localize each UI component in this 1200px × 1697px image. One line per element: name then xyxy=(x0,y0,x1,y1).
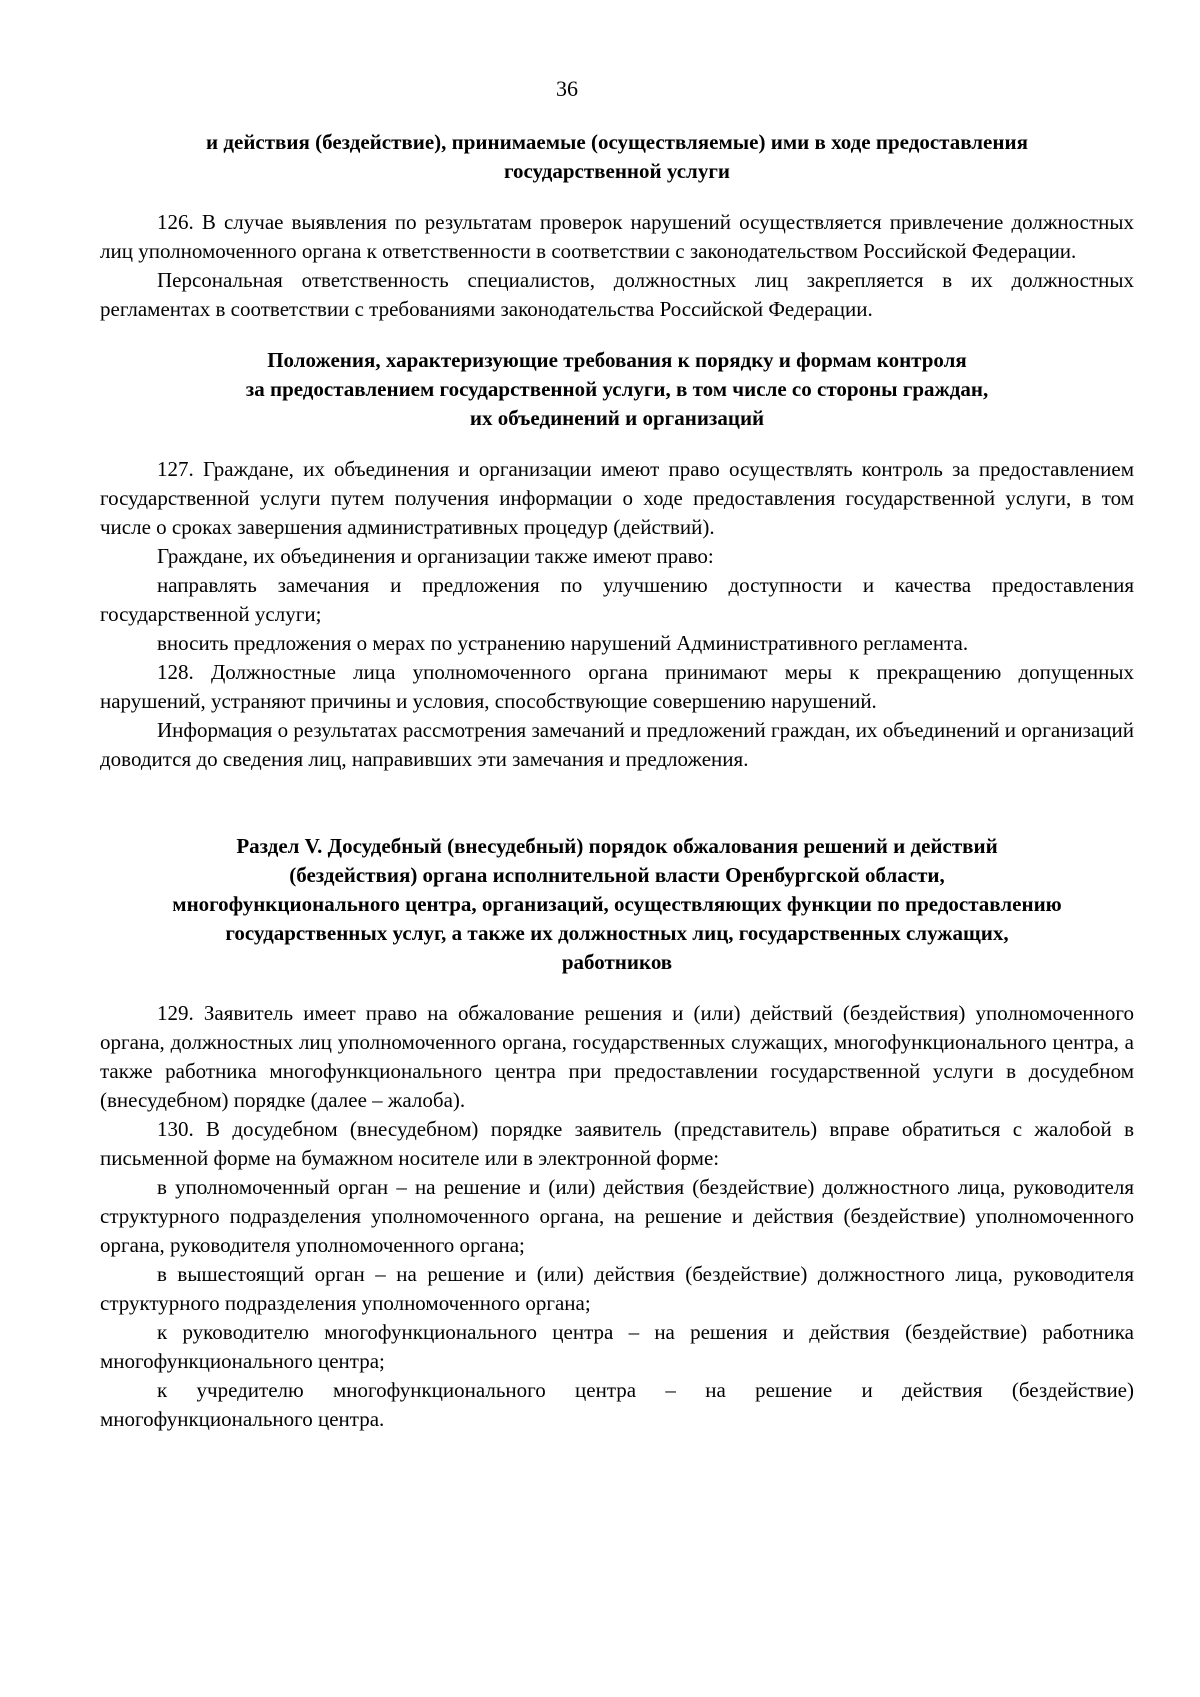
section-heading-control xyxy=(100,346,1134,433)
heading-line: многофункционального центра, организаций, осуществляющих функции по предоставлению xyxy=(172,892,1062,916)
paragraph: Персональная ответственность специалистов, должностных лиц закрепляется в их должностных регламентах в соответствии с требованиями законодательства Российской Федерации. xyxy=(100,268,1134,321)
paragraph: в уполномоченный орган – на решение и (или) действия (бездействие) должностного лица, руководителя структурного подразделения уполномоченного органа, на решение и действия (бездействие) уполномоченного органа, руководителя уполномоченного органа; xyxy=(100,1175,1134,1257)
paragraph: к учредителю многофункционального центра – на решение и действия (бездействие) многофункционального центра. xyxy=(100,1378,1134,1431)
paragraph-126: 126. В случае выявления по результатам проверок нарушений осуществляется привлечение должностных лиц уполномоченного органа к ответственности в соответствии с законодательством Российской Федерации. xyxy=(100,210,1134,263)
heading-line: их объединений и организаций xyxy=(469,406,765,430)
heading-line: Положения, характеризующие требования к порядку и формам контроля xyxy=(267,348,967,372)
paragraph-128: 128. Должностные лица уполномоченного органа принимают меры к прекращению допущенных нарушений, устраняют причины и условия, способствующие совершению нарушений. xyxy=(100,660,1134,713)
paragraph-129: 129. Заявитель имеет право на обжалование решения и (или) действий (бездействия) уполномоченного органа, должностных лиц уполномоченного органа, государственных служащих, многофункционального центра, а также работника многофункционального центра при предоставлении государственной услуги в досудебном (внесудебном) порядке (далее – жалоба). xyxy=(100,1001,1134,1112)
paragraph: в вышестоящий орган – на решение и (или) действия (бездействие) должностного лица, руководителя структурного подразделения уполномоченного органа; xyxy=(100,1262,1134,1315)
paragraph: к руководителю многофункционального центра – на решения и действия (бездействие) работника многофункционального центра; xyxy=(100,1320,1134,1373)
paragraph: Информация о результатах рассмотрения замечаний и предложений граждан, их объединений и организаций доводится до сведения лиц, направивших эти замечания и предложения. xyxy=(100,718,1134,771)
section-heading-responsibility xyxy=(100,128,1134,186)
paragraph-130: 130. В досудебном (внесудебном) порядке заявитель (представитель) вправе обратиться с жалобой в письменной форме на бумажном носителе или в электронной форме: xyxy=(100,1117,1134,1170)
heading-line: и действия (бездействие), принимаемые (осуществляемые) ими в ходе предоставления xyxy=(206,130,1028,154)
heading-line: Раздел V. Досудебный (внесудебный) порядок обжалования решений и действий xyxy=(236,834,998,858)
section-heading-appeal xyxy=(100,832,1134,977)
paragraph: Граждане, их объединения и организации также имеют право: xyxy=(157,544,714,568)
heading-line: государственных услуг, а также их должностных лиц, государственных служащих, xyxy=(225,921,1009,945)
page-number: 36 xyxy=(556,76,578,101)
paragraph: направлять замечания и предложения по улучшению доступности и качества предоставления государственной услуги; xyxy=(100,573,1134,626)
heading-line: работников xyxy=(561,950,673,974)
heading-line: за предоставлением государственной услуги, в том числе со стороны граждан, xyxy=(245,377,989,401)
paragraph: вносить предложения о мерах по устранению нарушений Административного регламента. xyxy=(157,631,969,655)
heading-line: (бездействия) органа исполнительной власти Оренбургской области, xyxy=(289,863,945,887)
paragraph-127: 127. Граждане, их объединения и организации имеют право осуществлять контроль за предоставлением государственной услуги путем получения информации о ходе предоставления государственной услуги, в том числе о сроках завершения административных процедур (действий). xyxy=(100,457,1134,539)
document-body xyxy=(100,128,1134,1434)
heading-line: государственной услуги xyxy=(504,159,730,183)
